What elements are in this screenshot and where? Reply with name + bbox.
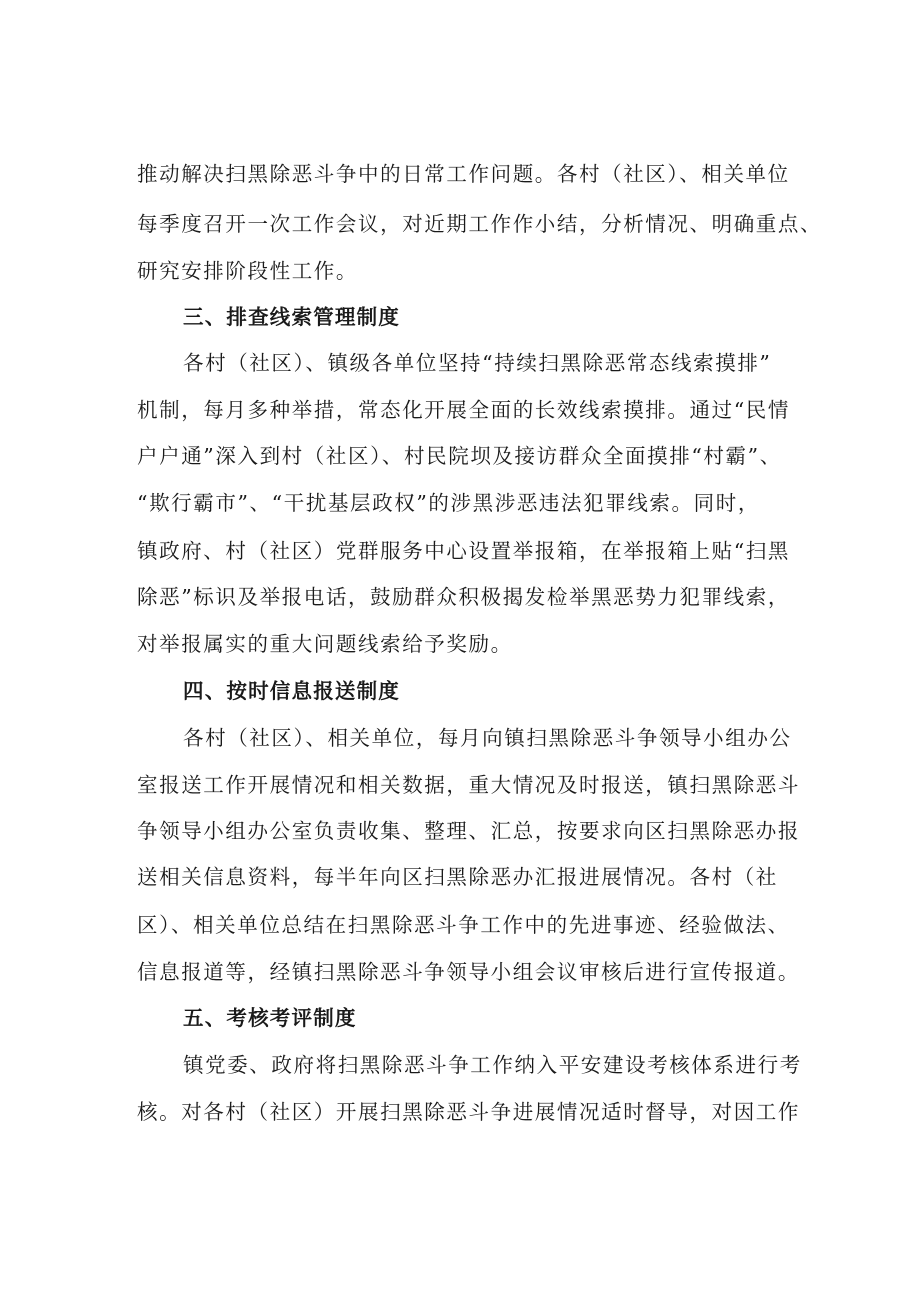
paragraph-line: 镇政府、村（社区）党群服务中心设置举报箱，在举报箱上贴“扫黑 [137,539,790,563]
paragraph-line: 对举报属实的重大问题线索给予奖励。 [137,632,513,656]
paragraph-line: 室报送工作开展情况和相关数据，重大情况及时报送，镇扫黑除恶斗 [137,773,800,797]
section-heading-5: 五、考核考评制度 [183,1006,357,1030]
paragraph-line: 争领导小组办公室负责收集、整理、汇总，按要求向区扫黑除恶办报 [137,819,800,843]
section-heading-3: 三、排查线索管理制度 [183,305,400,329]
paragraph-line: 区）、相关单位总结在扫黑除恶斗争工作中的先进事迹、经验做法、 [137,913,790,937]
paragraph-line: 核。对各村（社区）开展扫黑除恶斗争进展情况适时督导，对因工作 [137,1100,800,1124]
section-heading-4: 四、按时信息报送制度 [183,679,400,703]
paragraph-line: 机制，每月多种举措，常态化开展全面的长效线索摸排。通过“民情 [137,398,790,422]
paragraph-line: 信息报道等，经镇扫黑除恶斗争领导小组会议审核后进行宣传报道。 [137,960,800,984]
paragraph-line: 推动解决扫黑除恶斗争中的日常工作问题。各村（社区）、相关单位 [137,162,790,186]
paragraph-line: 各村（社区）、镇级各单位坚持“持续扫黑除恶常态线索摸排” [183,351,772,375]
paragraph-line: 除恶”标识及举报电话，鼓励群众积极揭发检举黑恶势力犯罪线索， [137,585,790,609]
paragraph-line: “欺行霸市”、“干扰基层政权”的涉黑涉恶违法犯罪线索。同时， [137,491,760,515]
paragraph-line: 镇党委、政府将扫黑除恶斗争工作纳入平安建设考核体系进行考 [183,1053,802,1077]
paragraph-line: 户户通”深入到村（社区）、村民院坝及接访群众全面摸排“村霸”、 [137,444,782,468]
paragraph-line: 研究安排阶段性工作。 [137,259,358,283]
paragraph-line: 送相关信息资料，每半年向区扫黑除恶办汇报进展情况。各村（社 [137,865,778,889]
paragraph-line: 各村（社区）、相关单位，每月向镇扫黑除恶斗争领导小组办公 [183,726,792,750]
paragraph-line: 每季度召开一次工作会议，对近期工作作小结，分析情况、明确重点、 [137,212,823,236]
